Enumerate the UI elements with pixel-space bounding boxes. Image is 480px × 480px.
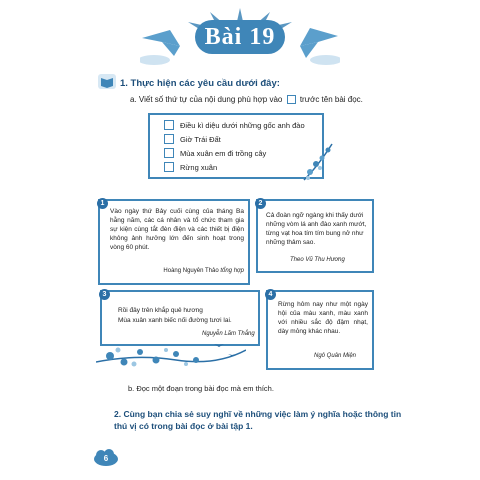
passage-card-2 xyxy=(256,199,374,273)
passage-text: Vào ngày thứ Bảy cuối cùng của tháng Ba hằng năm, các cá nhân và tổ chức tham gia sự kiện cùng tắt đèn điện và các thiết bị điện không ảnh hưởng lớn đến sinh hoạt trong vòng 60 phút. xyxy=(110,208,244,251)
question-1-prompt: 1. Thực hiện các yêu cầu dưới đây: xyxy=(120,78,280,89)
lesson-title: Bài 19 xyxy=(195,20,285,54)
checklist-label: Mùa xuân em đi trồng cây xyxy=(180,148,267,158)
flower-branch-icon xyxy=(300,140,336,184)
card-number: 2 xyxy=(255,198,266,209)
page-number: 6 xyxy=(103,453,109,463)
poem-line-2: Mùa xuân xanh biếc nối đường tươi lai. xyxy=(118,317,232,324)
checklist-item xyxy=(164,148,266,158)
answer-box-icon xyxy=(287,95,296,104)
paper-crane-right-icon xyxy=(300,28,338,58)
card-number: 4 xyxy=(265,289,276,300)
passage-author: Ngô Quân Miện xyxy=(314,353,357,359)
passage-source: tổng hợp xyxy=(220,268,244,274)
checkbox-4[interactable] xyxy=(164,162,174,172)
reading-title-checklist xyxy=(148,113,324,179)
passage-card-1 xyxy=(98,199,250,285)
passage-author: Nguyễn Lãm Thắng xyxy=(202,331,255,337)
book-icon xyxy=(96,70,118,92)
passage-attribution xyxy=(163,267,244,276)
q1a-suffix: trước tên bài đọc. xyxy=(299,95,363,104)
passage-author: Theo Vũ Thu Hương xyxy=(290,257,345,263)
checkbox-2[interactable] xyxy=(164,134,174,144)
passage-author: Hoàng Nguyên Thảo xyxy=(163,268,219,274)
bird-icon xyxy=(214,344,224,347)
paper-crane-left-icon xyxy=(142,30,180,56)
passage-text: Rừng hôm nay như một ngày hội của màu xanh, màu xanh với nhiều sắc độ đậm nhạt, dày mỏng khác nhau. xyxy=(278,301,368,335)
checklist-item xyxy=(164,120,305,130)
poem-line-1: Rồi đây trên khắp quê hương xyxy=(118,307,203,314)
checklist-label: Giờ Trái Đất xyxy=(180,134,221,144)
question-1a-instruction xyxy=(130,95,363,104)
question-2-prompt: 2. Cùng bạn chia sẻ suy nghĩ về những việc làm ý nghĩa hoặc thông tin thú vị có trong bài đọc ở bài tập 1. xyxy=(114,409,402,431)
blossom-branch-decoration xyxy=(96,336,246,370)
checklist-label: Điều kì diệu dưới những gốc anh đào xyxy=(180,120,305,130)
q1a-prefix: a. Viết số thứ tự của nội dung phù hợp vào xyxy=(130,95,283,104)
passage-text: Cả đoàn ngỡ ngàng khi thấy dưới những vòm lá anh đào xanh mướt, từng vạt hoa tím tím bung nở như những thảm sao. xyxy=(266,212,367,246)
card-number: 3 xyxy=(99,289,110,300)
checklist-label: Rừng xuân xyxy=(180,162,218,172)
checkbox-3[interactable] xyxy=(164,148,174,158)
checklist-item xyxy=(164,162,217,172)
checkbox-1[interactable] xyxy=(164,120,174,130)
card-number: 1 xyxy=(97,198,108,209)
checklist-item xyxy=(164,134,221,144)
question-1b-instruction: b. Đọc một đoạn trong bài đọc mà em thích. xyxy=(128,384,274,393)
passage-card-4 xyxy=(266,290,374,370)
